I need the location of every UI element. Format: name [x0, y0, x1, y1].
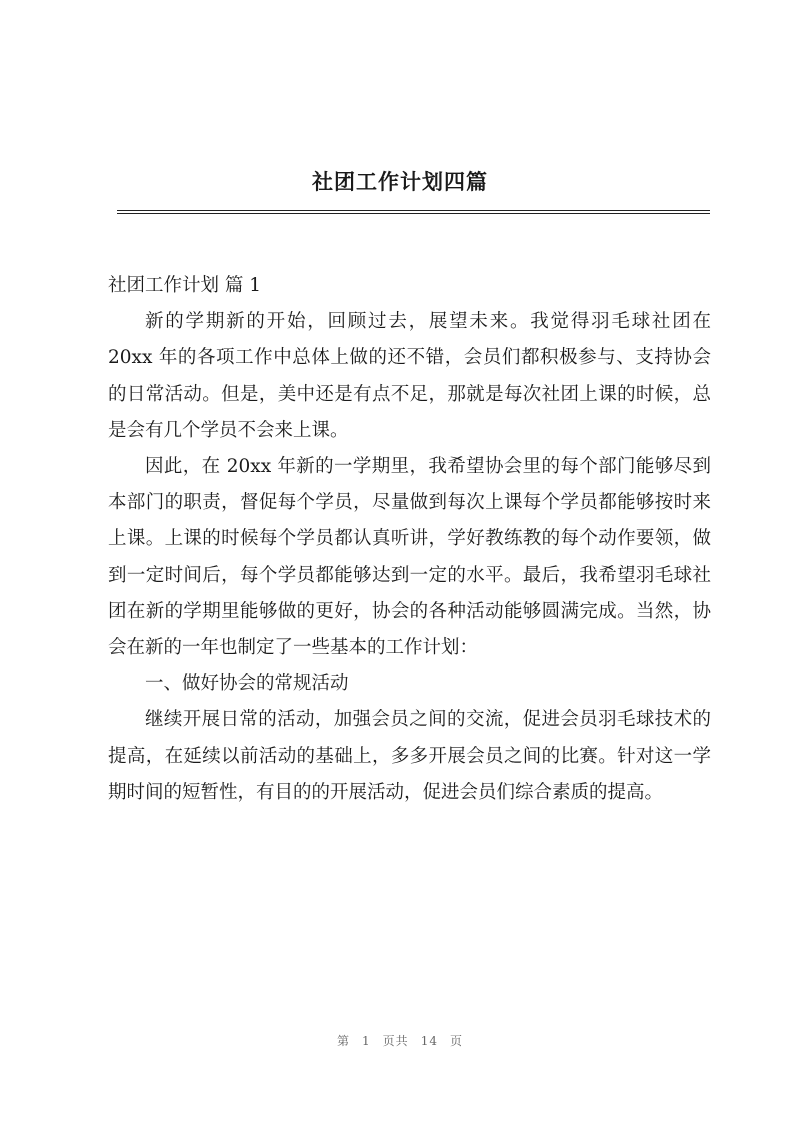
subheading: 一、做好协会的常规活动 [145, 673, 349, 695]
footer-prefix: 第 [337, 1034, 351, 1048]
footer-mid: 页共 [382, 1034, 409, 1048]
title-divider [117, 210, 710, 214]
document-body [108, 268, 711, 811]
paragraph: 继续开展日常的活动，加强会员之间的交流，促进会员羽毛球技术的提高，在延续以前活动的基础上，多多开展会员之间的比赛。针对这一学期时间的短暂性，有目的的开展活动，促进会员们综合素质的提高。 [108, 709, 711, 803]
footer-page-number: 1 [362, 1034, 371, 1048]
page-footer [0, 1032, 800, 1049]
document-title: 社团工作计划四篇 [312, 169, 488, 194]
footer-total-pages: 14 [420, 1034, 438, 1048]
paragraph: 新的学期新的开始，回顾过去，展望未来。我觉得羽毛球社团在 20xx 年的各项工作中总体上做的还不错，会员们都积极参与、支持协会的日常活动。但是，美中还是有点不足，那就是每次社团上课的时候，总是会有几个学员不会来上课。 [108, 311, 711, 441]
section-heading: 社团工作计划 篇 1 [108, 275, 262, 296]
paragraph: 因此，在 20xx 年新的一学期里，我希望协会里的每个部门能够尽到本部门的职责，督促每个学员，尽量做到每次上课每个学员都能够按时来上课。上课的时候每个学员都认真听讲，学好教练教的每个动作要领，做到一定时间后，每个学员都能够达到一定的水平。最后，我希望羽毛球社团在新的学期里能够做的更好，协会的各种活动能够圆满完成。当然，协会在新的一年也制定了一些基本的工作计划： [108, 456, 711, 659]
footer-suffix: 页 [449, 1034, 463, 1048]
